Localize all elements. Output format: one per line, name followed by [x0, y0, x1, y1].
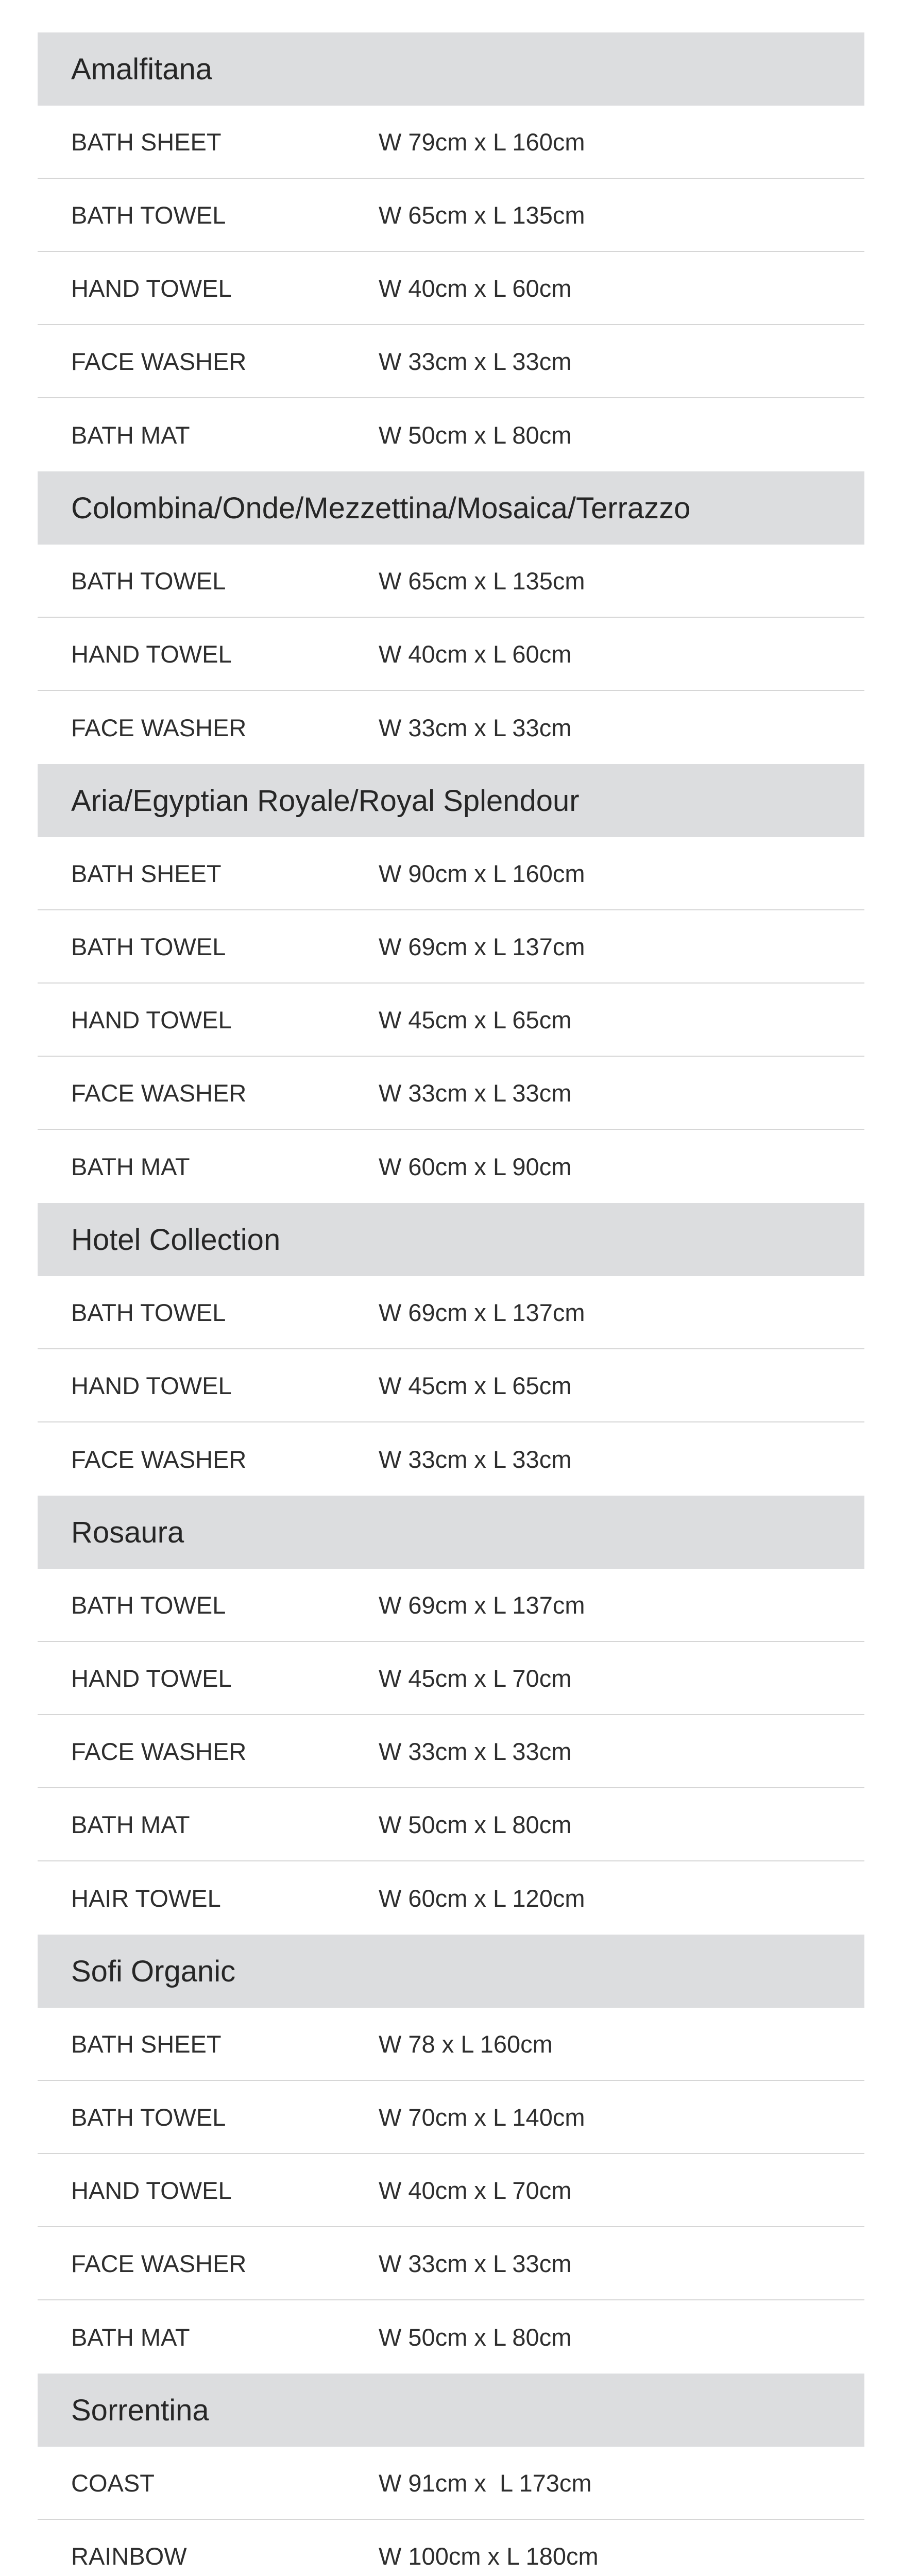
section-header: Sofi Organic: [38, 1935, 864, 2008]
size-row: [38, 2300, 864, 2374]
item-name: HAND TOWEL: [71, 640, 232, 668]
section-header: Hotel Collection: [38, 1203, 864, 1276]
item-dimensions: W 50cm x L 80cm: [379, 1810, 572, 1838]
size-row: [38, 2227, 864, 2300]
item-dimensions: W 45cm x L 65cm: [379, 1371, 572, 1399]
item-name: BATH TOWEL: [71, 933, 226, 960]
size-row: [38, 984, 864, 1057]
size-row: [38, 2520, 864, 2576]
item-dimensions: W 69cm x L 137cm: [379, 1591, 585, 1619]
item-name: HAND TOWEL: [71, 1006, 232, 1033]
item-dimensions: W 33cm x L 33cm: [379, 1445, 572, 1473]
size-row: [38, 1642, 864, 1715]
item-name: RAINBOW: [71, 2542, 187, 2570]
size-row: [38, 398, 864, 471]
item-dimensions: W 60cm x L 120cm: [379, 1884, 585, 1912]
item-dimensions: W 65cm x L 135cm: [379, 567, 585, 595]
item-name: FACE WASHER: [71, 347, 247, 375]
item-dimensions: W 79cm x L 160cm: [379, 128, 585, 156]
item-dimensions: W 45cm x L 65cm: [379, 1006, 572, 1033]
item-name: BATH MAT: [71, 1153, 190, 1180]
item-dimensions: W 69cm x L 137cm: [379, 1298, 585, 1326]
item-dimensions: W 60cm x L 90cm: [379, 1153, 572, 1180]
size-guide-table: [38, 32, 864, 2576]
section-header: Rosaura: [38, 1496, 864, 1569]
item-name: BATH MAT: [71, 2323, 190, 2351]
item-name: BATH TOWEL: [71, 2103, 226, 2131]
item-dimensions: W 45cm x L 70cm: [379, 1664, 572, 1692]
item-name: HAND TOWEL: [71, 2176, 232, 2204]
size-row: [38, 1715, 864, 1788]
item-name: BATH TOWEL: [71, 1591, 226, 1619]
size-row: [38, 691, 864, 764]
size-row: [38, 325, 864, 398]
item-dimensions: W 90cm x L 160cm: [379, 859, 585, 887]
size-row: [38, 837, 864, 910]
item-dimensions: W 65cm x L 135cm: [379, 201, 585, 229]
item-dimensions: W 50cm x L 80cm: [379, 421, 572, 449]
size-row: [38, 2154, 864, 2227]
item-dimensions: W 50cm x L 80cm: [379, 2323, 572, 2351]
item-dimensions: W 33cm x L 33cm: [379, 347, 572, 375]
item-dimensions: W 40cm x L 60cm: [379, 274, 572, 302]
item-name: BATH TOWEL: [71, 1298, 226, 1326]
size-row: [38, 910, 864, 984]
section-header: Sorrentina: [38, 2374, 864, 2447]
size-row: [38, 1788, 864, 1861]
item-name: BATH SHEET: [71, 2030, 222, 2058]
size-row: [38, 2447, 864, 2520]
item-dimensions: W 69cm x L 137cm: [379, 933, 585, 960]
item-name: FACE WASHER: [71, 1445, 247, 1473]
size-row: [38, 1276, 864, 1349]
size-row: [38, 1130, 864, 1203]
section-header: Aria/Egyptian Royale/Royal Splendour: [38, 764, 864, 837]
item-dimensions: W 70cm x L 140cm: [379, 2103, 585, 2131]
item-dimensions: W 33cm x L 33cm: [379, 1737, 572, 1765]
size-row: [38, 545, 864, 618]
item-dimensions: W 78 x L 160cm: [379, 2030, 553, 2058]
item-dimensions: W 33cm x L 33cm: [379, 2249, 572, 2277]
size-row: [38, 1349, 864, 1422]
size-row: [38, 1861, 864, 1935]
item-name: HAND TOWEL: [71, 1664, 232, 1692]
item-name: BATH TOWEL: [71, 201, 226, 229]
size-row: [38, 1422, 864, 1496]
item-name: BATH SHEET: [71, 128, 222, 156]
item-dimensions: W 33cm x L 33cm: [379, 714, 572, 741]
size-row: [38, 618, 864, 691]
size-row: [38, 1057, 864, 1130]
size-row: [38, 2081, 864, 2154]
item-name: COAST: [71, 2469, 155, 2497]
item-dimensions: W 100cm x L 180cm: [379, 2542, 599, 2570]
size-row: [38, 2008, 864, 2081]
item-name: HAIR TOWEL: [71, 1884, 221, 1912]
item-name: HAND TOWEL: [71, 1371, 232, 1399]
item-name: BATH MAT: [71, 1810, 190, 1838]
item-dimensions: W 33cm x L 33cm: [379, 1079, 572, 1107]
size-row: [38, 1569, 864, 1642]
item-name: FACE WASHER: [71, 1737, 247, 1765]
item-name: FACE WASHER: [71, 2249, 247, 2277]
section-header: Colombina/Onde/Mezzettina/Mosaica/Terrazzo: [38, 471, 864, 545]
item-name: BATH MAT: [71, 421, 190, 449]
item-name: HAND TOWEL: [71, 274, 232, 302]
size-row: [38, 252, 864, 325]
item-name: FACE WASHER: [71, 1079, 247, 1107]
item-dimensions: W 40cm x L 60cm: [379, 640, 572, 668]
size-row: [38, 106, 864, 179]
item-dimensions: W 91cm x L 173cm: [379, 2469, 592, 2497]
section-header: Amalfitana: [38, 32, 864, 106]
item-name: BATH SHEET: [71, 859, 222, 887]
size-row: [38, 179, 864, 252]
item-name: FACE WASHER: [71, 714, 247, 741]
item-name: BATH TOWEL: [71, 567, 226, 595]
item-dimensions: W 40cm x L 70cm: [379, 2176, 572, 2204]
